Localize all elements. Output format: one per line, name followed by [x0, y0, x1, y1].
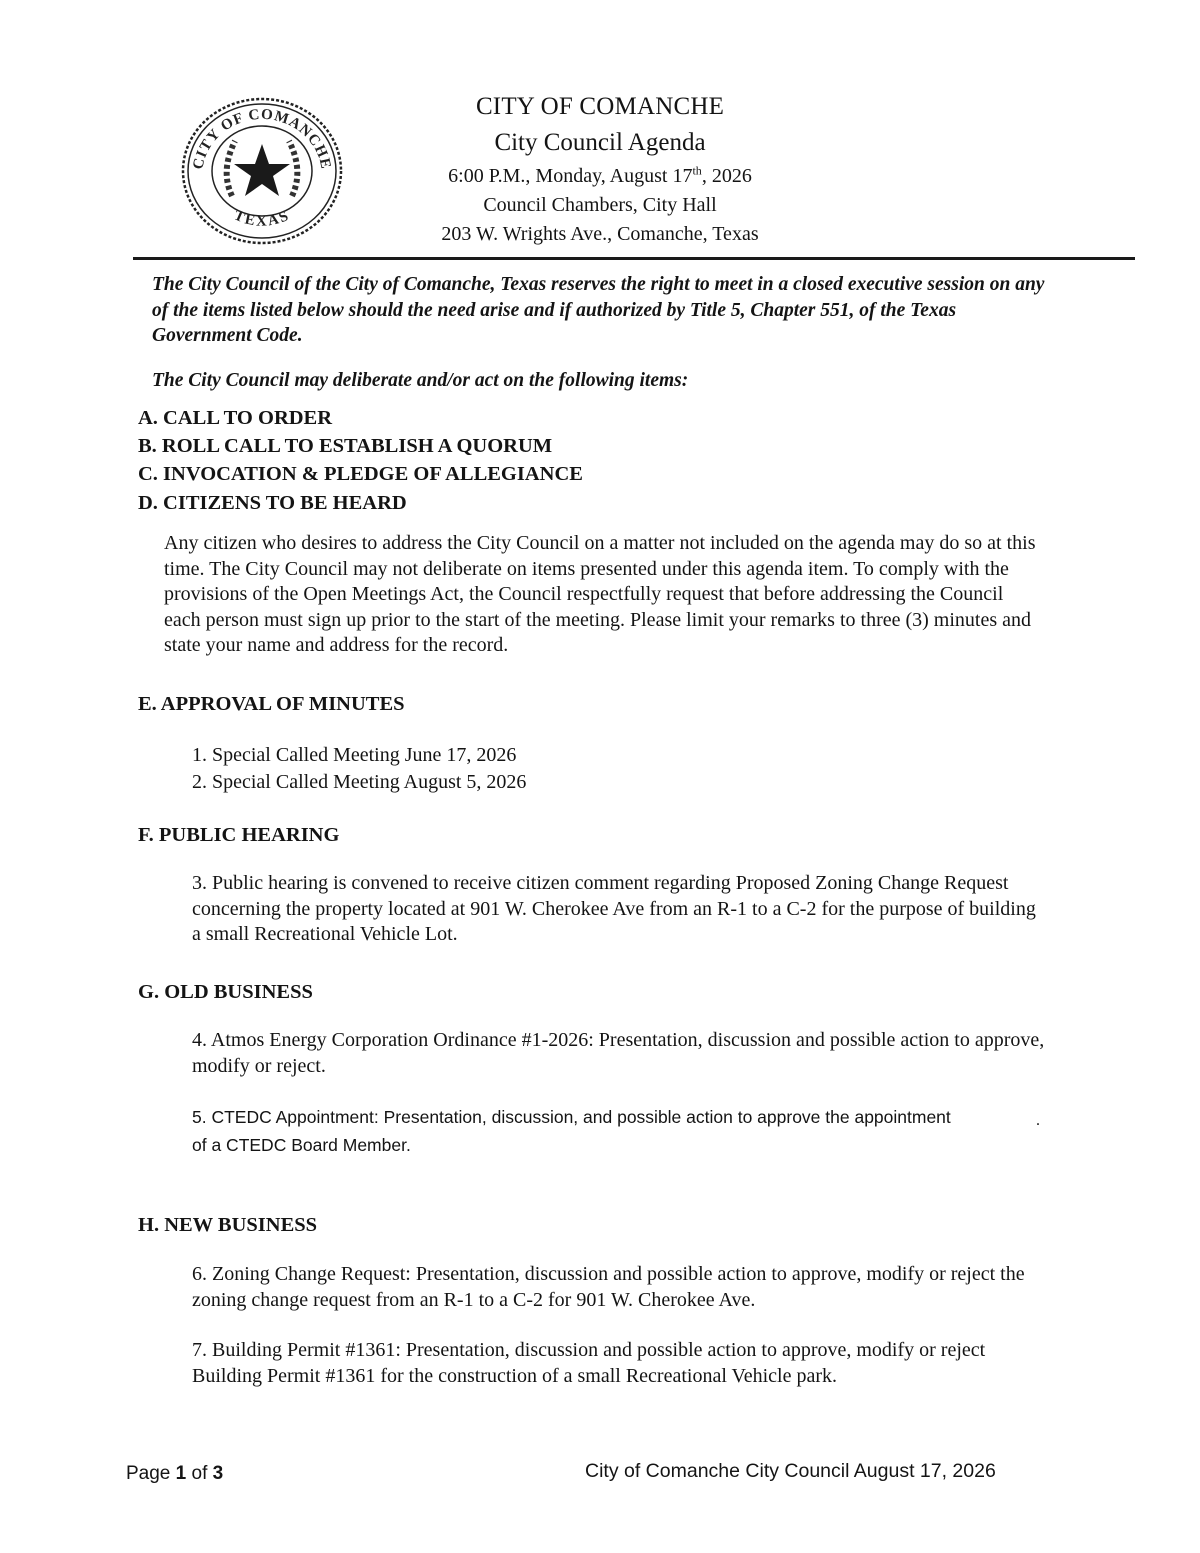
- new-business-item-7: 7. Building Permit #1361: Presentation, discussion and possible action to approve, modify or reject Building Permit #1361 for the construction of a small Recreational Vehicle park.: [192, 1339, 986, 1387]
- meeting-location: Council Chambers, City Hall: [483, 194, 717, 216]
- section-roll-call: B. ROLL CALL TO ESTABLISH A QUORUM: [138, 435, 553, 457]
- svg-text:TEXAS: [231, 207, 292, 229]
- seal-top-text: CITY OF COMANCHE: [190, 106, 334, 171]
- public-hearing-item-3: 3. Public hearing is convened to receive citizen comment regarding Proposed Zoning Change Request concerning the property located at 901 W. Cherokee Ave from an R-1 to a C-2 for the purpose of building a small Recreational Vehicle Lot.: [192, 872, 1036, 945]
- city-seal-graphic: [180, 96, 344, 246]
- page-number: [126, 1463, 223, 1485]
- section-invocation: C. INVOCATION & PLEDGE OF ALLEGIANCE: [138, 463, 583, 485]
- executive-session-notice: The City Council of the City of Comanche, Texas reserves the right to meet in a closed executive session on any of the items listed below should the need arise and if authorized by Title 5, Chapter 551, of the Texas Government Code.: [152, 274, 1045, 346]
- page-current: 1: [175, 1463, 187, 1484]
- city-seal: [180, 96, 344, 246]
- minutes-item-1: 1. Special Called Meeting June 17, 2026: [192, 744, 517, 766]
- meeting-time-year: , 2026: [701, 165, 752, 187]
- page-of-word: of: [191, 1463, 208, 1484]
- section-call-to-order: A. CALL TO ORDER: [138, 407, 333, 429]
- section-public-hearing: F. PUBLIC HEARING: [138, 824, 340, 846]
- section-approval-of-minutes: E. APPROVAL OF MINUTES: [138, 693, 405, 715]
- new-business-item-6: 6. Zoning Change Request: Presentation, discussion and possible action to approve, modify or reject the zoning change request from an R-1 to a C-2 for 901 W. Cherokee Ave.: [192, 1263, 1025, 1311]
- old-business-item-4: 4. Atmos Energy Corporation Ordinance #1-2026: Presentation, discussion and possible action to approve, modify or reject.: [192, 1029, 1045, 1077]
- citizens-paragraph: Any citizen who desires to address the City Council on a matter not included on the agenda may do so at this time. The City Council may not deliberate on items presented under this agenda item. To comply with the provisions of the Open Meetings Act, the Council respectfully request that before addressing the Council each person must sign up prior to the start of the meeting. Please limit your remarks to three (3) minutes and state your name and address for the record.: [164, 532, 1036, 656]
- agenda-title: City Council Agenda: [494, 129, 706, 156]
- section-new-business: H. NEW BUSINESS: [138, 1214, 318, 1236]
- minutes-item-2: 2. Special Called Meeting August 5, 2026: [192, 771, 527, 793]
- meeting-address: 203 W. Wrights Ave., Comanche, Texas: [441, 223, 759, 245]
- meeting-time-main: 6:00 P.M., Monday, August 17: [448, 165, 693, 187]
- page-word: Page: [126, 1463, 171, 1484]
- footer-title: City of Comanche City Council August 17, 2026: [585, 1460, 996, 1482]
- meeting-time-ordinal: th: [692, 163, 702, 178]
- section-citizens: D. CITIZENS TO BE HEARD: [138, 492, 407, 514]
- old-business-item-5: 5. CTEDC Appointment: Presentation, discussion, and possible action to approve the appointment of a CTEDC Board Member.: [192, 1107, 951, 1155]
- seal-bottom-text: TEXAS: [231, 207, 293, 230]
- section-old-business: G. OLD BUSINESS: [138, 981, 313, 1003]
- stray-mark: .: [1036, 1112, 1040, 1129]
- agenda-header: [400, 90, 800, 249]
- city-name: CITY OF COMANCHE: [475, 93, 725, 120]
- header-divider: [133, 257, 1135, 260]
- meeting-time: [400, 162, 800, 191]
- deliberate-notice: The City Council may deliberate and/or act on the following items:: [152, 370, 689, 391]
- page-total: 3: [212, 1463, 224, 1484]
